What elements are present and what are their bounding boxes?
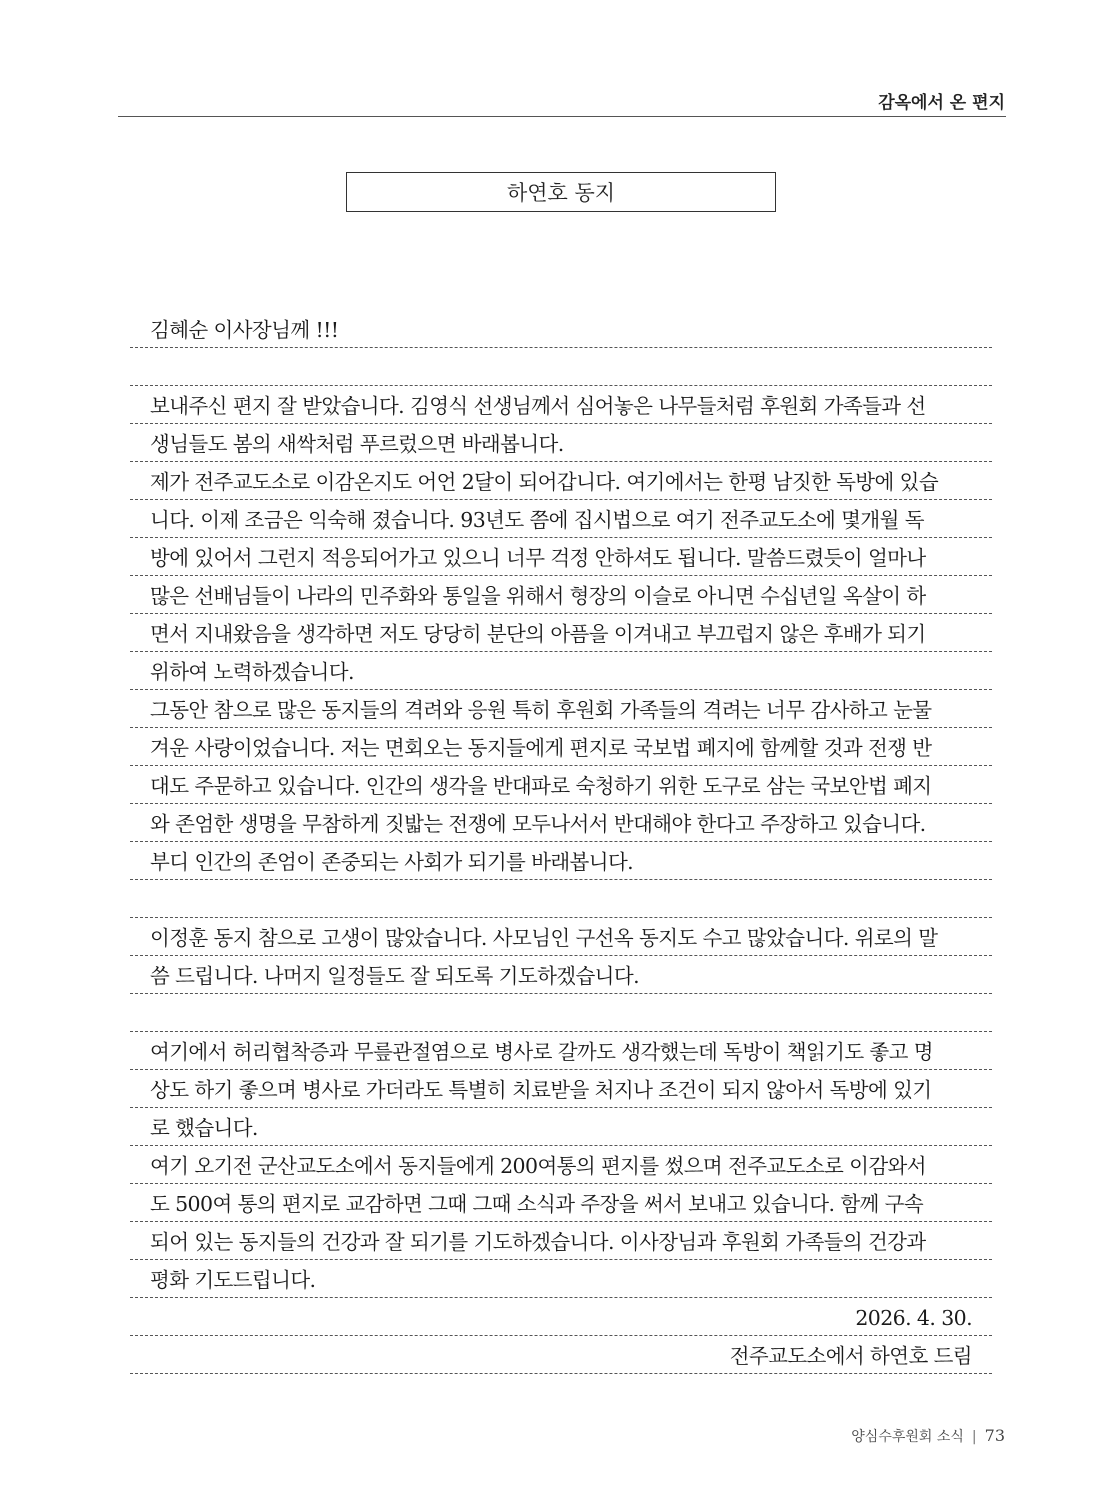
letter-line: 로 했습니다.	[130, 1108, 992, 1146]
letter-line: 대도 주문하고 있습니다. 인간의 생각을 반대파로 숙청하기 위한 도구로 삼는 국보안법 폐지	[130, 766, 992, 804]
letter-line: 보내주신 편지 잘 받았습니다. 김영식 선생님께서 심어놓은 나무들처럼 후원회 가족들과 선	[130, 386, 992, 424]
footer-separator: |	[971, 1429, 977, 1445]
letter-title: 하연호 동지	[506, 181, 616, 205]
letter-line: 되어 있는 동지들의 건강과 잘 되기를 기도하겠습니다. 이사장님과 후원회 가족들의 건강과	[130, 1222, 992, 1260]
letter-body	[130, 310, 992, 1374]
letter-line: 여기 오기전 군산교도소에서 동지들에게 200여통의 편지를 썼으며 전주교도소로 이감와서	[130, 1146, 992, 1184]
letter-line: 제가 전주교도소로 이감온지도 어언 2달이 되어갑니다. 여기에서는 한평 남짓한 독방에 있습	[130, 462, 992, 500]
letter-line: 많은 선배님들이 나라의 민주화와 통일을 위해서 형장의 이슬로 아니면 수십년일 옥살이 하	[130, 576, 992, 614]
letter-line: 여기에서 허리협착증과 무릎관절염으로 병사로 갈까도 생각했는데 독방이 책읽기도 좋고 명	[130, 1032, 992, 1070]
letter-line: 와 존엄한 생명을 무참하게 짓밟는 전쟁에 모두나서서 반대해야 한다고 주장하고 있습니다.	[130, 804, 992, 842]
letter-line: 김혜순 이사장님께 !!!	[130, 310, 992, 348]
letter-title-box	[346, 172, 776, 212]
letter-date: 2026. 4. 30.	[130, 1298, 992, 1336]
letter-line	[130, 880, 992, 918]
letter-line: 방에 있어서 그런지 적응되어가고 있으니 너무 걱정 안하셔도 됩니다. 말씀드렸듯이 얼마나	[130, 538, 992, 576]
letter-signature: 전주교도소에서 하연호 드림	[130, 1336, 992, 1374]
page-number: 73	[984, 1426, 1005, 1445]
publication-name: 양심수후원회 소식	[851, 1429, 964, 1445]
letter-line: 평화 기도드립니다.	[130, 1260, 992, 1298]
page-footer	[851, 1426, 1005, 1446]
letter-line	[130, 348, 992, 386]
letter-line: 상도 하기 좋으며 병사로 가더라도 특별히 치료받을 처지나 조건이 되지 않아서 독방에 있기	[130, 1070, 992, 1108]
letter-line: 니다. 이제 조금은 익숙해 졌습니다. 93년도 쯤에 집시법으로 여기 전주교도소에 몇개월 독	[130, 500, 992, 538]
letter-line: 면서 지내왔음을 생각하면 저도 당당히 분단의 아픔을 이겨내고 부끄럽지 않은 후배가 되기	[130, 614, 992, 652]
header-divider	[118, 116, 1006, 117]
letter-line: 생님들도 봄의 새싹처럼 푸르렀으면 바래봅니다.	[130, 424, 992, 462]
letter-line: 부디 인간의 존엄이 존중되는 사회가 되기를 바래봅니다.	[130, 842, 992, 880]
section-title: 감옥에서 온 편지	[878, 93, 1005, 113]
letter-line: 겨운 사랑이었습니다. 저는 면회오는 동지들에게 편지로 국보법 폐지에 함께할 것과 전쟁 반	[130, 728, 992, 766]
letter-line: 위하여 노력하겠습니다.	[130, 652, 992, 690]
letter-line	[130, 994, 992, 1032]
letter-line: 이정훈 동지 참으로 고생이 많았습니다. 사모님인 구선옥 동지도 수고 많았습니다. 위로의 말	[130, 918, 992, 956]
letter-line: 도 500여 통의 편지로 교감하면 그때 그때 소식과 주장을 써서 보내고 있습니다. 함께 구속	[130, 1184, 992, 1222]
letter-line: 씀 드립니다. 나머지 일정들도 잘 되도록 기도하겠습니다.	[130, 956, 992, 994]
letter-line: 그동안 참으로 많은 동지들의 격려와 응원 특히 후원회 가족들의 격려는 너무 감사하고 눈물	[130, 690, 992, 728]
